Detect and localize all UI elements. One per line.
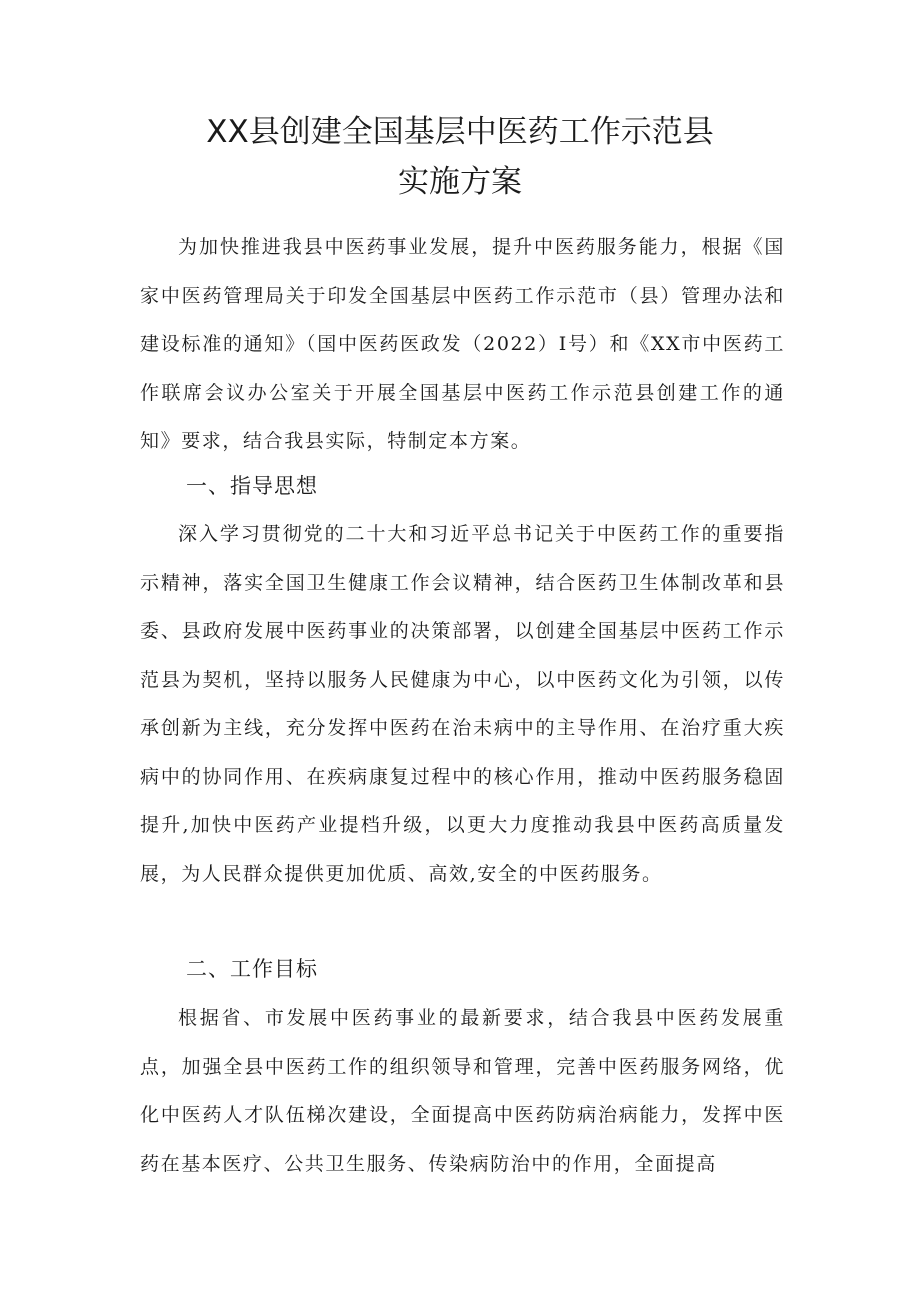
section-heading-guiding-ideology: 一、指导思想 (186, 474, 318, 498)
section-body-guiding-ideology: 深入学习贯彻党的二十大和习近平总书记关于中医药工作的重要指示精神，落实全国卫生健康工作会议精神，结合医药卫生体制改革和县委、县政府发展中医药事业的决策部署，以创建全国基层中医药工作示范县为契机，坚持以服务人民健康为中心，以中医药文化为引领，以传承创新为主线，充分发挥中医药在治未病中的主导作用、在治疗重大疾病中的协同作用、在疾病康复过程中的核心作用，推动中医药服务稳固提升,加快中医药产业提档升级，以更大力度推动我县中医药高质量发展，为人民群众提供更加优质、高效,安全的中医药服务。 (140, 523, 785, 885)
document-title-line-2: 实施方案 (398, 164, 522, 200)
intro-paragraph: 为加快推进我县中医药事业发展，提升中医药服务能力，根据《国家中医药管理局关于印发全国基层中医药工作示范市（县）管理办法和建设标准的通知》（国中医药医政发（2022）I号）和《XX市中医药工作联席会议办公室关于开展全国基层中医药工作示范县创建工作的通知》要求，结合我县实际，特制定本方案。 (140, 236, 785, 452)
section-body-work-goals: 根据省、市发展中医药事业的最新要求，结合我县中医药发展重点，加强全县中医药工作的组织领导和管理，完善中医药服务网络，优化中医药人才队伍梯次建设，全面提高中医药防病治病能力，发挥中医药在基本医疗、公共卫生服务、传染病防治中的作用，全面提高 (140, 1007, 785, 1175)
section-heading-work-goals: 二、工作目标 (186, 957, 318, 981)
document-title-line-1: XX县创建全国基层中医药工作示范县 (206, 114, 714, 150)
